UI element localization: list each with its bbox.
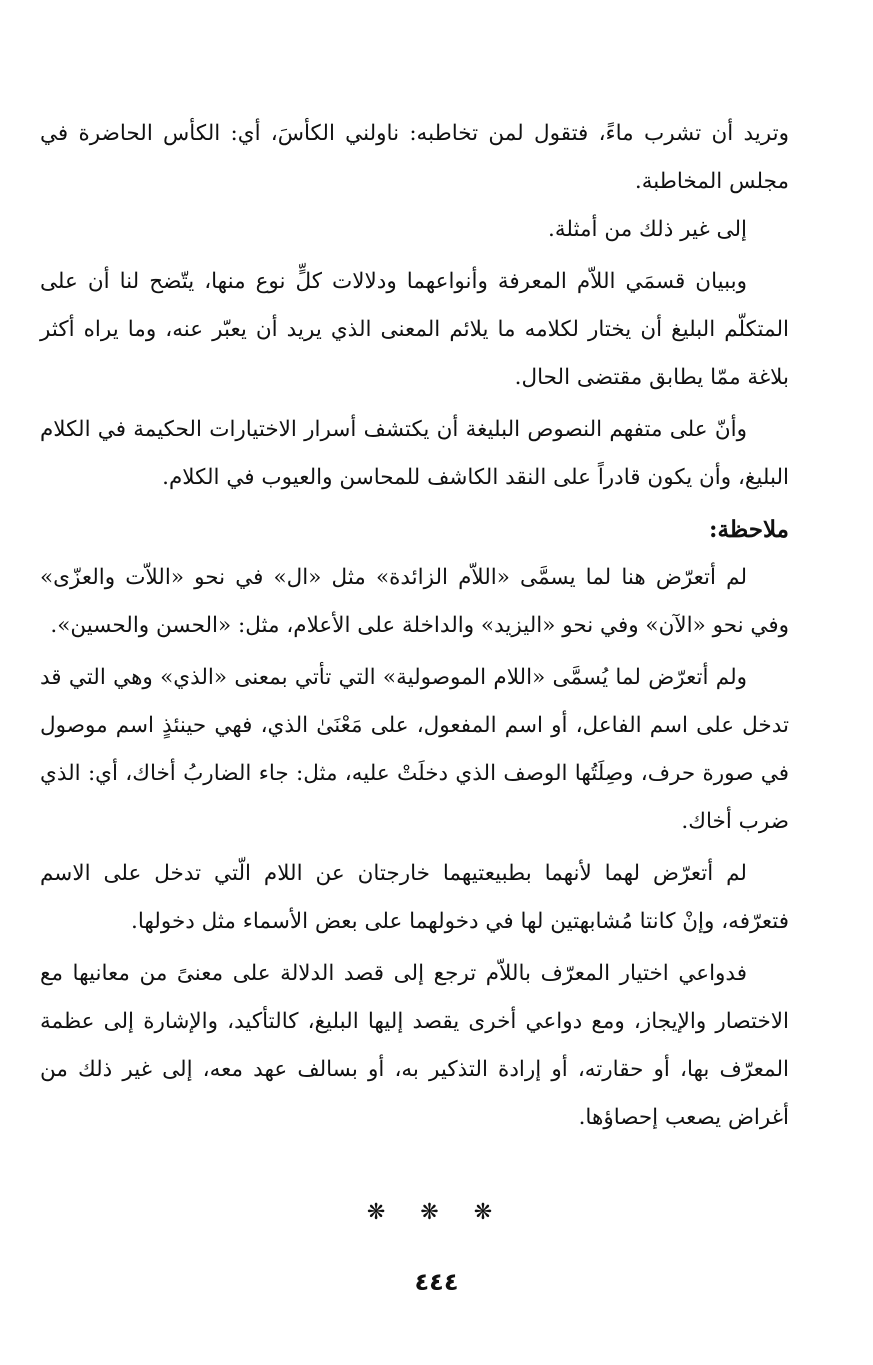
note-paragraph-relative-lam: ولم أتعرّض لما يُسمَّى «اللام الموصولية» التي تأتي بمعنى «الذي» وهي التي قد تدخل على اسم الفاعل، أو اسم المفعول، على مَعْنَىٰ الذي، فهي حينئذٍ اسم موصول في صورة حرف، وصِلَتُها الوصف الذي دخلَتْ عليه، مثل: جاء الضاربُ أخاك، أي: الذي ضرب أخاك. — [40, 665, 789, 834]
note-heading: ملاحظة: — [709, 516, 789, 543]
page-number: ٤٤٤ — [414, 1268, 459, 1296]
section-separator: ❋ ❋ ❋ — [366, 1200, 507, 1225]
note-paragraph-motives: فدواعي اختيار المعرّف باللاّم ترجع إلى قصد الدلالة على معنىً من معانيها مع الاختصار والإيجاز، ومع دواعي أخرى يقصد إليها البليغ، كالتأكيد، والإشارة إلى عظمة المعرّف بها، أو حقارته، أو إرادة التذكير به، أو بسالف عهد معه، إلى غير ذلك من أغراض يصعب إحصاؤها. — [40, 961, 789, 1130]
paragraph-text-analysis: وأنّ على متفهم النصوص البليغة أن يكتشف أسرار الاختيارات الحكيمة في الكلام البليغ، وأن يكون قادراً على النقد الكاشف للمحاسن والعيوب في الكلام. — [40, 417, 789, 490]
page-body — [40, 110, 789, 1142]
paragraph-other-examples: إلى غير ذلك من أمثلة. — [548, 217, 747, 242]
note-paragraph-reason: لم أتعرّض لهما لأنهما بطبيعتيهما خارجتان عن اللام الّتي تدخل على الاسم فتعرّفه، وإنْ كانتا مُشابهتين لها في دخولهما على بعض الأسماء مثل دخولها. — [40, 861, 789, 934]
paragraph-glass-example: وتريد أن تشرب ماءً، فتقول لمن تخاطبه: ناولني الكأسَ، أي: الكأس الحاضرة في مجلس المخاطبة. — [40, 121, 789, 194]
paragraph-lam-types-summary: وببيان قسمَي اللاّم المعرفة وأنواعهما ودلالات كلٍّ نوع منها، يتّضح لنا أن على المتكلّم البليغ أن يختار لكلامه ما يلائم المعنى الذي يريد أن يعبّر عنه، وما يراه أكثر بلاغة ممّا يطابق مقتضى الحال. — [40, 269, 789, 390]
note-paragraph-extra-lam: لم أتعرّض هنا لما يسمَّى «اللاّم الزائدة» مثل «ال» في نحو «اللاّت والعزّى» وفي نحو «الآن» وفي نحو «اليزيد» والداخلة على الأعلام، مثل: «الحسن والحسين». — [40, 565, 789, 638]
